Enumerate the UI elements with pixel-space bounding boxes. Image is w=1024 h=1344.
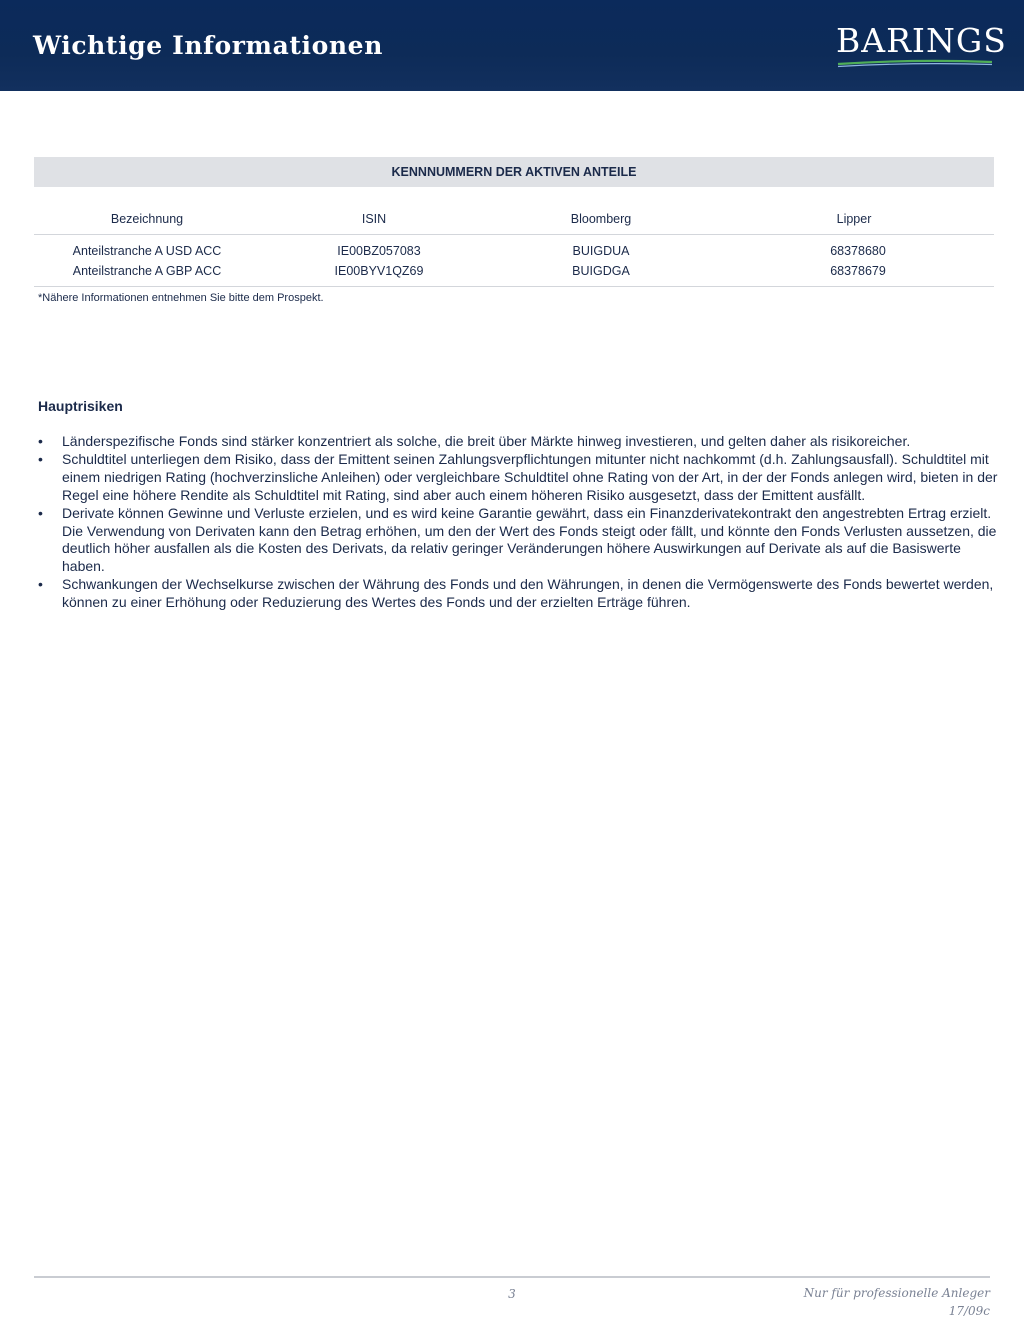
column-header-bezeichnung: Bezeichnung <box>110 212 184 226</box>
audience-note: Nur für professionelle Anleger <box>803 1286 990 1300</box>
list-item <box>38 576 998 612</box>
bullet-icon: • <box>38 504 43 521</box>
barings-logo <box>836 21 1007 70</box>
risk-text: Schuldtitel unterliegen dem Risiko, dass der Emittent seinen Zahlungsverpflichtungen mitunter nicht nachkommt (d.h. Zahlungsausfall). Schuldtitel mit einem niedrigen Rating (hochverzinsliche Anleihen) oder vergleichbare Schuldtitel ohne Rating von der Art, in der der Fonds anlegen wird, bieten in der Regel eine höhere Rendite als Schuldtitel mit Rating, sind aber auch einem höheren Risiko ausgesetzt, dass der Emittent ausfällt. <box>62 450 998 503</box>
list-item <box>38 505 998 577</box>
logo-swoosh-icon <box>836 58 994 68</box>
cell-bloomberg: BUIGDUA <box>572 244 630 258</box>
list-item <box>38 451 998 505</box>
cell-isin: IE00BZ057083 <box>337 244 421 258</box>
prospectus-note: *Nähere Informationen entnehmen Sie bitte dem Prospekt. <box>38 292 324 304</box>
cell-lipper: 68378679 <box>830 264 886 278</box>
cell-lipper: 68378680 <box>830 244 886 258</box>
footer-note <box>804 1284 990 1320</box>
risk-text: Länderspezifische Fonds sind stärker konzentriert als solche, die breit über Märkte hinweg investieren, und gelten daher als risikoreicher. <box>62 433 911 449</box>
table-bottom-divider <box>34 286 994 287</box>
bullet-icon: • <box>38 576 43 593</box>
share-class-table <box>34 157 994 278</box>
column-header-lipper: Lipper <box>836 212 872 226</box>
footer-divider <box>34 1276 990 1278</box>
column-header-isin: ISIN <box>361 212 387 226</box>
cell-isin: IE00BYV1QZ69 <box>334 264 424 278</box>
risk-text: Derivate können Gewinne und Verluste erzielen, und es wird keine Garantie gewährt, dass ein Finanzderivatekontrakt den angestrebten Ertrag erzielt. Die Verwendung von Derivaten kann den Betrag erhöhen, um den der Wert des Fonds steigt oder fällt, und könnte den Fonds Verlusten aussetzen, die deutlich höher ausfallen als die Kosten des Derivats, da relativ geringer Veränderungen höhere Auswirkungen auf Derivate als auf die Basiswerte haben. <box>62 504 997 575</box>
header-divider <box>34 234 994 235</box>
list-item <box>38 433 998 451</box>
page-title: Wichtige Informationen <box>33 31 383 60</box>
bullet-icon: • <box>38 450 43 467</box>
logo-wordmark: BARINGS <box>836 21 1007 60</box>
column-header-bloomberg: Bloomberg <box>570 212 632 226</box>
cell-bloomberg: BUIGDGA <box>572 264 630 278</box>
cell-bezeichnung: Anteilstranche A USD ACC <box>72 244 222 258</box>
risk-list <box>38 433 998 612</box>
bullet-icon: • <box>38 433 43 449</box>
document-code: 17/09c <box>948 1304 990 1318</box>
page-number: 3 <box>508 1287 516 1301</box>
table-title: KENNNUMMERN DER AKTIVEN ANTEILE <box>34 157 994 187</box>
risk-text: Schwankungen der Wechselkurse zwischen der Währung des Fonds und den Währungen, in denen die Vermögenswerte des Fonds bewertet werden, können zu einer Erhöhung oder Reduzierung des Wertes des Fonds und der erzielten Erträge führen. <box>62 576 994 611</box>
risks-heading: Hauptrisiken <box>38 398 123 414</box>
page-header <box>0 0 1024 91</box>
cell-bezeichnung: Anteilstranche A GBP ACC <box>72 264 222 278</box>
